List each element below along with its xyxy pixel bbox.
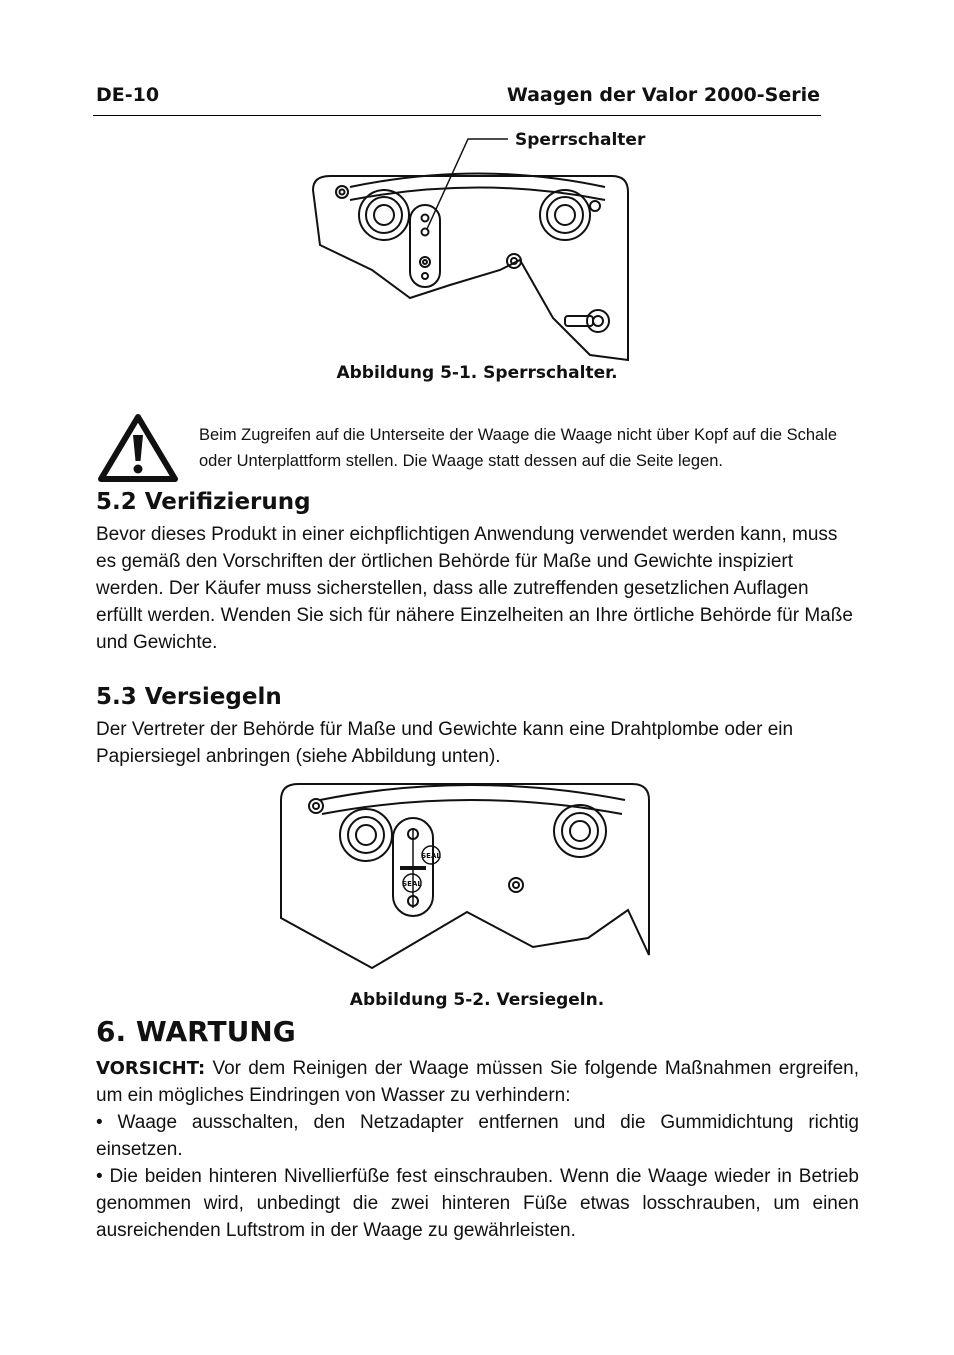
warning-text: Beim Zugreifen auf die Unterseite der Waage die Waage nicht über Kopf auf die Schale oder Unterplattform stellen. Die Waage statt dessen auf die Seite legen. xyxy=(199,426,838,470)
heading-sealing: 5.3 Versiegeln xyxy=(96,684,282,710)
figure-lock-switch xyxy=(300,125,640,365)
heading-verification: 5.2 Verifizierung xyxy=(96,489,311,515)
caution-text: Vor dem Reinigen der Waage müssen Sie folgende Maßnahmen ergreifen, um ein mögliches Eindringen von Wasser zu verhindern: xyxy=(96,1058,859,1106)
heading-maintenance: 6. WARTUNG xyxy=(96,1015,296,1048)
seal-label-upper: SEAL xyxy=(421,852,441,860)
figure-sealing xyxy=(275,778,655,973)
document-title: Waagen der Valor 2000-Serie xyxy=(506,84,820,106)
maintenance-bullet-2: • Die beiden hinteren Nivellierfüße fest einschrauben. Wenn die Waage wieder in Betrieb genommen wird, unbedingt die zwei hinteren Füße etwas losschrauben, um einen ausreichenden Luftstrom in der Waage zu gewährleisten. xyxy=(96,1166,859,1241)
figure2-caption: Abbildung 5-2. Versiegeln. xyxy=(349,990,605,1010)
header-rule xyxy=(93,115,821,116)
page-number: DE-10 xyxy=(96,84,160,106)
verification-body: Bevor dieses Produkt in einer eichpflichtigen Anwendung verwendet werden kann, muss es gemäß den Vorschriften der örtlichen Behörde für Maße und Gewichte inspiziert werden. Der Käufer muss sicherstellen, dass alle zutreffenden gesetzlichen Auflagen erfüllt werden. Wenden Sie sich für nähere Einzelheiten an Ihre örtliche Behörde für Maße und Gewichte. xyxy=(96,524,853,653)
maintenance-bullet-1: • Waage ausschalten, den Netzadapter entfernen und die Gummidichtung richtig einsetzen. xyxy=(96,1112,859,1160)
sealing-body: Der Vertreter der Behörde für Maße und Gewichte kann eine Drahtplombe oder ein Papiersiegel anbringen (siehe Abbildung unten). xyxy=(96,719,794,767)
caution-label: VORSICHT: xyxy=(96,1058,206,1079)
caution-paragraph xyxy=(96,1055,859,1109)
seal-label-lower: SEAL xyxy=(402,880,422,888)
figure1-caption: Abbildung 5-1. Sperrschalter. xyxy=(336,363,618,383)
warning-triangle-icon xyxy=(97,413,179,483)
lock-switch-callout: Sperrschalter xyxy=(515,130,646,150)
